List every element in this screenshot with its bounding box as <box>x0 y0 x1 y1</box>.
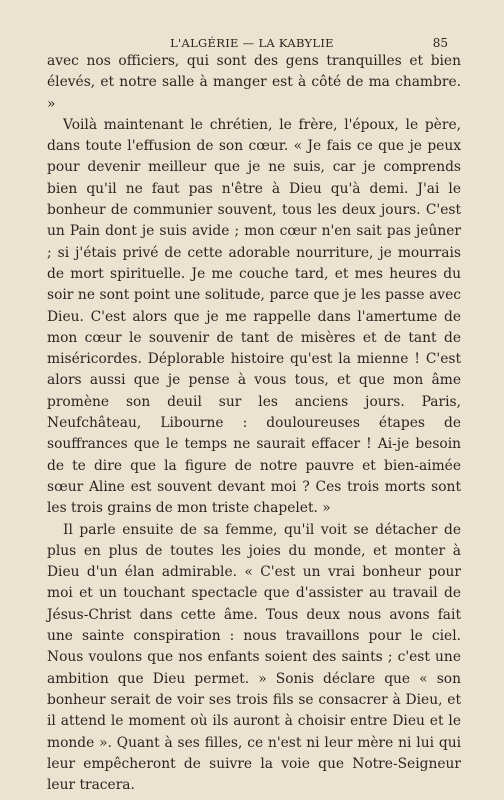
body-text <box>47 51 461 796</box>
paragraph-letter-quote: Voilà maintenant le chrétien, le frère, l'époux, le père, dans toute l'effusion de son cœur. « Je fais ce que je peux pour devenir meilleur que je ne suis, car je comprends bien qu'il ne faut pas n'être à Dieu qu'à demi. J'ai le bonheur de communier souvent, tous les deux jours. C'est un Pain dont je suis avide ; mon cœur n'en sait pas jeûner ; si j'étais privé de cette adorable nourriture, je mourrais de mort spirituelle. Je me couche tard, et mes heures du soir ne sont point une solitude, parce que je les passe avec Dieu. C'est alors que je me rappelle dans l'amertume de mon cœur le souvenir de tant de misères et de tant de miséricordes. Déplorable histoire qu'est la mienne ! C'est alors aussi que je pense à vous tous, et que mon âme promène son deuil sur les anciens jours. Paris, Neufchâteau, Libourne : douloureuses étapes de souffrances que le temps ne saurait effacer ! Ai-je besoin de te dire que la figure de notre pauvre et bien-aimée sœur Aline est souvent devant moi ? Ces trois morts sont les trois grains de mon triste chapelet. » <box>47 116 461 517</box>
running-title: L'ALGÉRIE — LA KABYLIE <box>170 36 334 50</box>
paragraph-continuation: avec nos officiers, qui sont des gens tranquilles et bien élevés, et notre salle à manger est à côté de ma chambre. » <box>47 53 461 112</box>
page-number: 85 <box>432 36 448 50</box>
running-head <box>0 33 504 53</box>
paragraph-wife: Il parle ensuite de sa femme, qu'il voit se détacher de plus en plus de toutes les joies du monde, et monter à Dieu d'un élan admirable. « C'est un vrai bonheur pour moi et un touchant spectacle que d'assister au travail de Jésus-Christ dans cette âme. Tous deux nous avons fait une sainte conspiration : nous travaillons pour le ciel. Nous voulons que nos enfants soient des saints ; c'est une ambition que Dieu permet. » Sonis déclare que « son bonheur serait de voir ses trois fils se consacrer à Dieu, et il attend le moment où ils auront à choisir entre Dieu et le monde ». Quant à ses filles, ce n'est ni leur mère ni lui qui leur empêcheront de suivre la voie que Notre-Seigneur leur tracera. <box>47 521 461 794</box>
